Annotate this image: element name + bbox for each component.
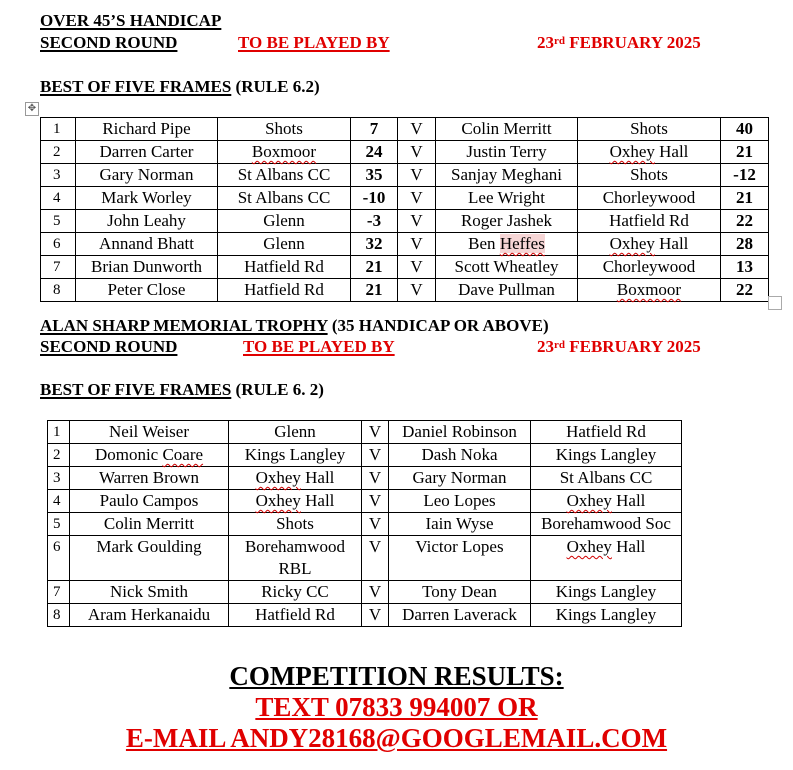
versus (362, 536, 389, 581)
versus-text: V (410, 165, 423, 184)
away-player (389, 490, 531, 513)
home-club (229, 490, 362, 513)
home-handicap-text: -10 (362, 188, 386, 207)
home-player (76, 256, 218, 279)
section1-fixtures-body (41, 118, 769, 302)
match-number-text: 7 (53, 259, 61, 275)
versus-text: V (368, 445, 382, 464)
versus (362, 490, 389, 513)
match-number (48, 490, 70, 513)
home-club-text: Ricky CC (261, 582, 329, 601)
table-row (48, 513, 682, 536)
away-club (578, 164, 721, 187)
date-rest: FEBRUARY 2025 (565, 33, 701, 52)
away-handicap (721, 164, 769, 187)
table-row (41, 210, 769, 233)
table-row (48, 490, 682, 513)
match-number-text: 1 (53, 424, 61, 440)
format-rule: (RULE 6. 2) (231, 380, 324, 399)
home-player (70, 490, 229, 513)
match-number (41, 118, 76, 141)
section2-title-note: (35 HANDICAP OR ABOVE) (327, 316, 549, 335)
away-player-text: Dave Pullman (458, 280, 555, 299)
away-player-text: Roger Jashek (460, 211, 553, 230)
home-club (229, 421, 362, 444)
away-handicap (721, 256, 769, 279)
home-player-text: Mark Worley (101, 188, 192, 207)
away-club (531, 513, 682, 536)
home-player-text: Peter Close (107, 280, 186, 299)
home-player (70, 421, 229, 444)
home-handicap (351, 256, 398, 279)
home-club-text: Boxmoor (251, 142, 317, 161)
versus-text: V (410, 142, 423, 161)
versus-text: V (368, 582, 382, 601)
away-player (436, 164, 578, 187)
match-number (41, 279, 76, 302)
match-number-text: 5 (53, 516, 61, 532)
home-club-text: Glenn (263, 234, 305, 253)
match-number (48, 421, 70, 444)
table-resize-handle-icon[interactable] (768, 296, 782, 310)
versus (398, 210, 436, 233)
home-handicap-text: 7 (369, 119, 379, 138)
away-handicap (721, 279, 769, 302)
away-club-text: Kings Langley (555, 605, 657, 624)
section1-title: OVER 45’S HANDICAP (40, 11, 222, 30)
home-club-text: Kings Langley (244, 445, 346, 464)
away-club (531, 536, 682, 581)
away-handicap (721, 187, 769, 210)
versus (398, 164, 436, 187)
home-club (218, 164, 351, 187)
table-row (41, 118, 769, 141)
away-club (531, 581, 682, 604)
home-player (76, 141, 218, 164)
footer-heading: COMPETITION RESULTS: (229, 661, 564, 691)
away-club-text: Oxhey Hall (609, 142, 689, 161)
home-club (229, 444, 362, 467)
home-club (229, 604, 362, 627)
away-player-text: Lee Wright (468, 188, 545, 207)
away-player-text: Dash Noka (421, 445, 498, 464)
home-player (70, 604, 229, 627)
home-player (70, 513, 229, 536)
match-number (41, 233, 76, 256)
away-club (578, 187, 721, 210)
away-club-text: Chorleywood (602, 188, 696, 207)
away-player-text: Sanjay Meghani (451, 165, 562, 184)
away-player (436, 233, 578, 256)
match-number-text: 5 (53, 213, 61, 229)
home-club-text: St Albans CC (237, 188, 331, 207)
home-handicap (351, 187, 398, 210)
table-move-handle-icon[interactable]: ✥ (25, 102, 39, 116)
match-number-text: 8 (53, 282, 61, 298)
home-club (229, 467, 362, 490)
versus-text: V (410, 234, 423, 253)
away-player-text: Ben Heffes (468, 234, 545, 253)
match-number (48, 581, 70, 604)
format-label: BEST OF FIVE FRAMES (40, 380, 232, 399)
versus-text: V (368, 468, 382, 487)
table-row (48, 421, 682, 444)
versus-text: V (410, 119, 423, 138)
away-player (389, 536, 531, 581)
home-player (70, 536, 229, 581)
home-player (76, 233, 218, 256)
away-club (578, 210, 721, 233)
away-club (578, 256, 721, 279)
away-player (436, 141, 578, 164)
section2-round: SECOND ROUND (40, 337, 178, 356)
away-club-text: Shots (630, 165, 668, 184)
away-handicap-text: 21 (736, 188, 753, 207)
table-row (41, 141, 769, 164)
home-player (76, 187, 218, 210)
home-player (76, 210, 218, 233)
away-club (531, 604, 682, 627)
match-number-text: 2 (53, 144, 61, 160)
away-player (389, 581, 531, 604)
home-player-text: John Leahy (107, 211, 186, 230)
home-club-text: Hatfield Rd (244, 280, 324, 299)
versus (362, 421, 389, 444)
away-club (578, 118, 721, 141)
home-player (76, 164, 218, 187)
home-player-text: Darren Carter (99, 142, 194, 161)
home-club (218, 141, 351, 164)
home-player-text: Colin Merritt (103, 514, 195, 533)
away-club (531, 444, 682, 467)
home-club (218, 233, 351, 256)
away-handicap-text: 40 (736, 119, 753, 138)
away-club-text: Kings Langley (555, 445, 657, 464)
away-club-text: Borehamwood Soc (541, 514, 671, 533)
home-club-text: St Albans CC (237, 165, 331, 184)
away-handicap-text: 28 (736, 234, 753, 253)
away-player-text: Daniel Robinson (402, 422, 517, 441)
home-club-text: Glenn (263, 211, 305, 230)
away-handicap (721, 141, 769, 164)
table-row (48, 536, 682, 581)
table-row (48, 444, 682, 467)
home-handicap-text: 21 (365, 257, 383, 276)
away-handicap (721, 233, 769, 256)
versus-text: V (410, 211, 423, 230)
home-club (218, 279, 351, 302)
versus (398, 256, 436, 279)
versus (398, 141, 436, 164)
versus-text: V (410, 257, 423, 276)
versus-text: V (368, 422, 382, 441)
home-handicap-text: 35 (365, 165, 383, 184)
section1-date (537, 33, 701, 53)
home-handicap (351, 279, 398, 302)
match-number-text: 6 (53, 236, 61, 252)
home-player-text: Nick Smith (110, 582, 188, 601)
home-player-text: Annand Bhatt (99, 234, 194, 253)
match-number-text: 3 (53, 167, 61, 183)
away-club (578, 141, 721, 164)
home-handicap-text: 32 (365, 234, 383, 253)
away-handicap (721, 118, 769, 141)
away-handicap-text: 22 (736, 211, 753, 230)
match-number (48, 604, 70, 627)
home-handicap (351, 233, 398, 256)
match-number (41, 141, 76, 164)
home-club (218, 187, 351, 210)
table-row (48, 604, 682, 627)
away-player-text: Scott Wheatley (454, 257, 559, 276)
versus (362, 513, 389, 536)
footer-email-line[interactable]: E-MAIL ANDY28168@GOOGLEMAIL.COM (125, 723, 668, 753)
date-suffix: rd (554, 339, 565, 351)
away-club (578, 233, 721, 256)
section1-round: SECOND ROUND (40, 33, 178, 52)
home-club-text: Hatfield Rd (255, 605, 335, 624)
table-row (41, 256, 769, 279)
versus-text: V (368, 514, 382, 533)
match-number-text: 7 (53, 584, 61, 600)
format-rule: (RULE 6.2) (231, 77, 320, 96)
away-player-text: Leo Lopes (423, 491, 496, 510)
away-player (389, 444, 531, 467)
match-number-text: 2 (53, 447, 61, 463)
away-club-text: Oxhey Hall (566, 491, 646, 510)
versus (362, 467, 389, 490)
versus-text: V (368, 537, 382, 556)
versus (362, 604, 389, 627)
away-club (531, 490, 682, 513)
table-row (41, 187, 769, 210)
away-player-text: Colin Merritt (461, 119, 552, 138)
section2-date (537, 337, 701, 357)
section2-format (40, 380, 324, 400)
home-club-text: Glenn (274, 422, 316, 441)
home-club-text: Shots (265, 119, 303, 138)
date-suffix: rd (554, 35, 565, 47)
home-player (70, 467, 229, 490)
home-handicap (351, 141, 398, 164)
section2-title-line (40, 316, 549, 336)
home-club (229, 536, 362, 581)
away-club-text: Hatfield Rd (566, 422, 646, 441)
away-player (436, 210, 578, 233)
away-club (531, 421, 682, 444)
versus (362, 581, 389, 604)
home-player-text: Aram Herkanaidu (87, 605, 211, 624)
home-handicap (351, 164, 398, 187)
away-player-text: Iain Wyse (425, 514, 494, 533)
home-player (70, 581, 229, 604)
home-club (229, 581, 362, 604)
away-handicap-text: 13 (736, 257, 753, 276)
away-club-text: Oxhey Hall (566, 537, 646, 556)
versus (398, 233, 436, 256)
section2-fixtures-table (47, 420, 682, 627)
match-number-text: 4 (53, 190, 61, 206)
away-club-text: Shots (630, 119, 668, 138)
home-player-text: Gary Norman (99, 165, 194, 184)
home-player (70, 444, 229, 467)
home-player-text: Richard Pipe (102, 119, 191, 138)
home-player-text: Domonic Coare (94, 445, 204, 464)
home-club-text: Oxhey Hall (255, 491, 335, 510)
away-player-text: Justin Terry (466, 142, 547, 161)
home-player-text: Warren Brown (98, 468, 200, 487)
match-number (48, 536, 70, 581)
home-club (218, 210, 351, 233)
versus (398, 118, 436, 141)
home-player (76, 279, 218, 302)
away-player (436, 118, 578, 141)
table-row (41, 233, 769, 256)
home-handicap-text: -3 (366, 211, 382, 230)
away-player-text: Darren Laverack (402, 605, 517, 624)
section1-format (40, 77, 320, 97)
home-club (229, 513, 362, 536)
versus (398, 187, 436, 210)
versus-text: V (410, 280, 423, 299)
versus (398, 279, 436, 302)
table-row (48, 467, 682, 490)
home-club-text: Oxhey Hall (255, 468, 335, 487)
versus-text: V (368, 605, 382, 624)
home-handicap (351, 118, 398, 141)
away-club (578, 279, 721, 302)
match-number (41, 256, 76, 279)
home-club-text: Borehamwood RBL (244, 537, 346, 578)
section2-title: ALAN SHARP MEMORIAL TROPHY (40, 316, 328, 335)
home-player-text: Brian Dunworth (91, 257, 202, 276)
home-player-text: Neil Weiser (109, 422, 189, 441)
away-handicap-text: 22 (736, 280, 753, 299)
home-handicap (351, 210, 398, 233)
match-number (48, 467, 70, 490)
match-number-text: 3 (53, 470, 61, 486)
home-handicap-text: 21 (365, 280, 383, 299)
home-player (76, 118, 218, 141)
match-number (48, 513, 70, 536)
section2-fixtures-body (48, 421, 682, 627)
match-number-text: 1 (53, 121, 61, 137)
away-club-text: St Albans CC (559, 468, 653, 487)
match-number-text: 4 (53, 493, 61, 509)
away-player (389, 467, 531, 490)
away-player (389, 604, 531, 627)
away-handicap-text: -12 (733, 165, 756, 184)
match-number (41, 187, 76, 210)
away-club-text: Oxhey Hall (609, 234, 689, 253)
versus (362, 444, 389, 467)
away-player-text: Tony Dean (422, 582, 497, 601)
table-row (41, 279, 769, 302)
away-player (389, 421, 531, 444)
match-number (41, 210, 76, 233)
away-player (436, 187, 578, 210)
table-row (41, 164, 769, 187)
match-number-text: 8 (53, 607, 61, 623)
home-handicap-text: 24 (365, 142, 383, 161)
section2-to-be-played: TO BE PLAYED BY (243, 337, 395, 356)
away-player (436, 279, 578, 302)
away-club-text: Kings Langley (555, 582, 657, 601)
away-handicap-text: 21 (736, 142, 753, 161)
home-player-text: Paulo Campos (99, 491, 199, 510)
home-club (218, 118, 351, 141)
away-player-text: Gary Norman (412, 468, 507, 487)
home-club-text: Shots (276, 514, 314, 533)
format-label: BEST OF FIVE FRAMES (40, 77, 232, 96)
away-club-text: Boxmoor (616, 280, 682, 299)
date-day: 23 (537, 33, 554, 52)
home-club-text: Hatfield Rd (244, 257, 324, 276)
home-player-text: Mark Goulding (96, 537, 202, 556)
footer-text-line[interactable]: TEXT 07833 994007 OR (255, 692, 538, 722)
date-day: 23 (537, 337, 554, 356)
home-club (218, 256, 351, 279)
match-number-text: 6 (53, 539, 61, 555)
away-club-text: Hatfield Rd (609, 211, 689, 230)
match-number (41, 164, 76, 187)
versus-text: V (368, 491, 382, 510)
away-player (389, 513, 531, 536)
date-rest: FEBRUARY 2025 (565, 337, 701, 356)
section1-fixtures-table (40, 117, 769, 302)
versus-text: V (410, 188, 423, 207)
section1-to-be-played: TO BE PLAYED BY (238, 33, 390, 52)
away-club-text: Chorleywood (602, 257, 696, 276)
away-club (531, 467, 682, 490)
table-row (48, 581, 682, 604)
away-player-text: Victor Lopes (415, 537, 504, 556)
match-number (48, 444, 70, 467)
away-player (436, 256, 578, 279)
away-handicap (721, 210, 769, 233)
